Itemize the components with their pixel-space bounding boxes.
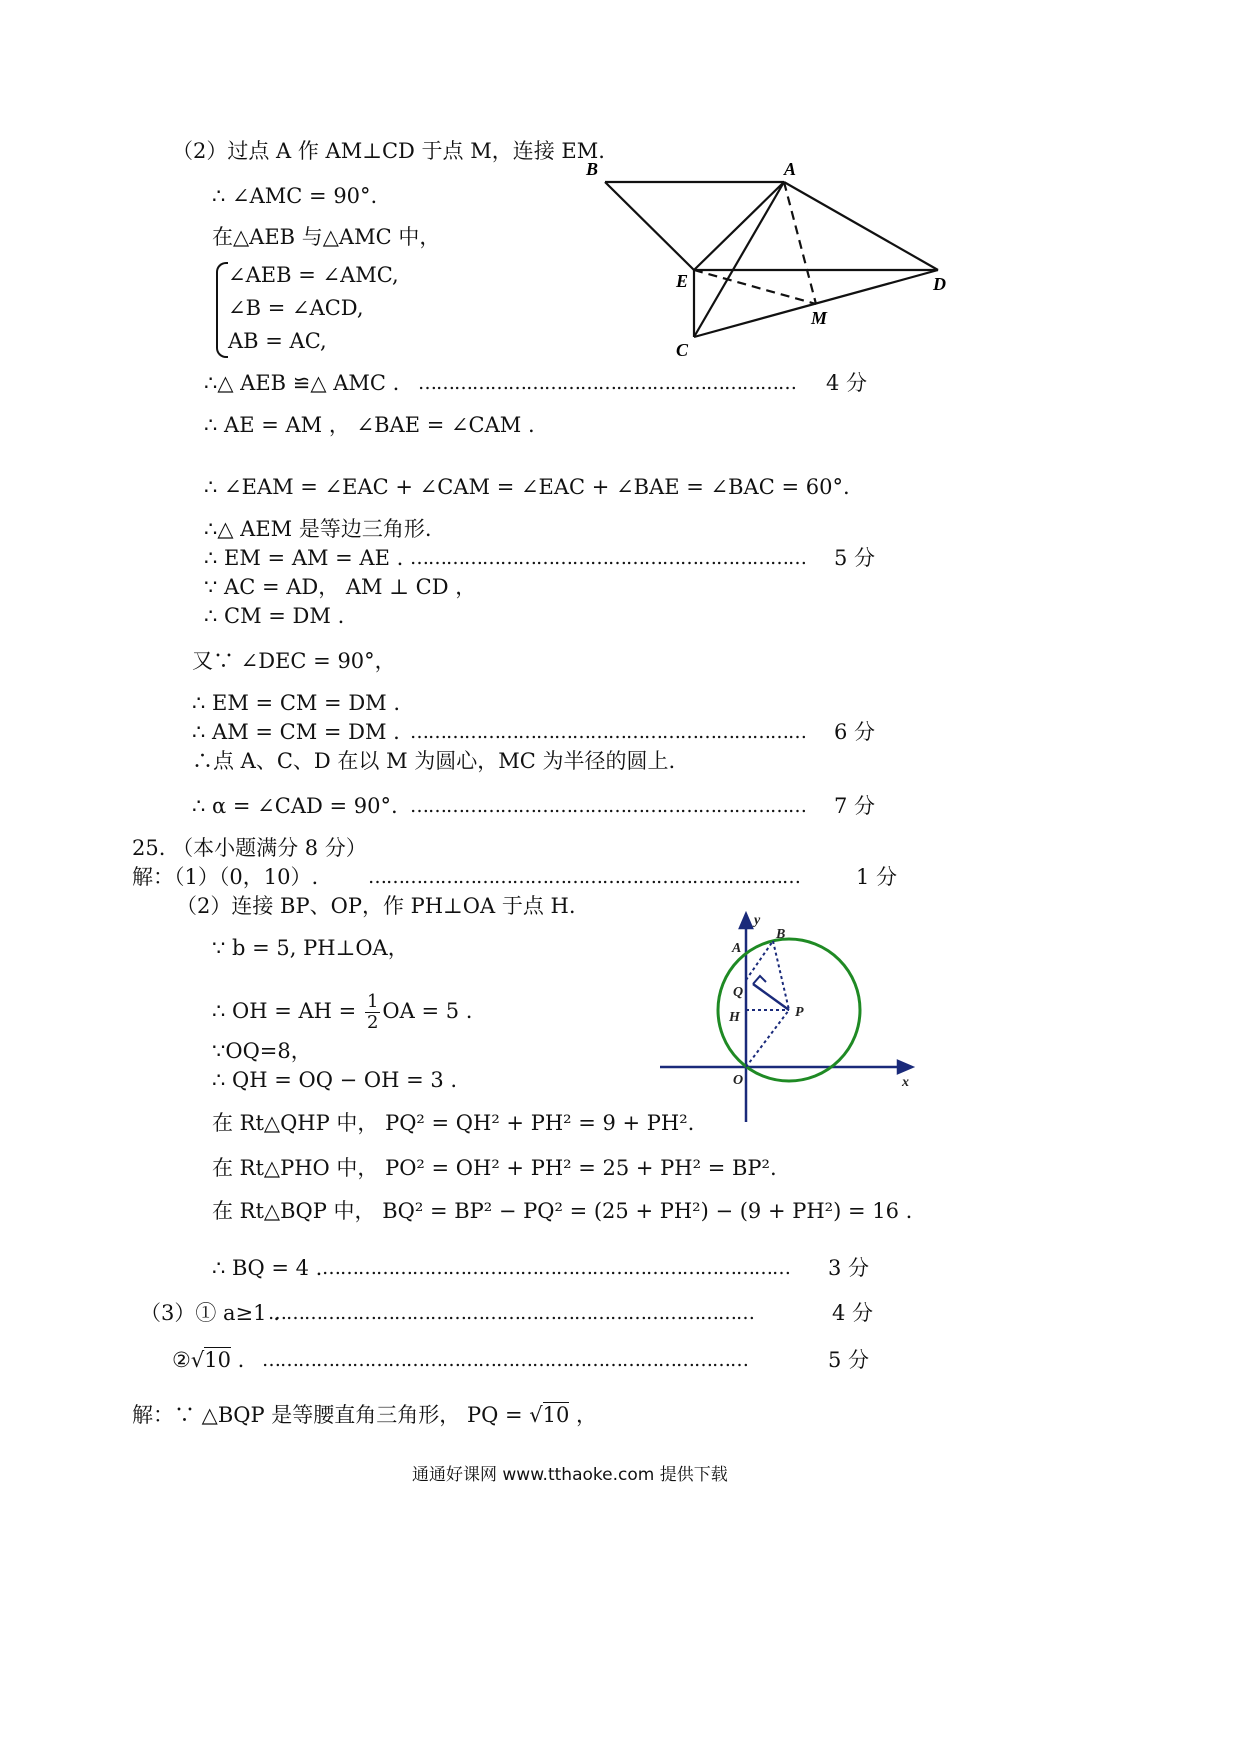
p2-line: ∴ EM = CM = DM . (192, 691, 401, 715)
p2-line: ∴ ∠EAM = ∠EAC + ∠CAM = ∠EAC + ∠BAE = ∠BAC = 60°. (204, 475, 850, 499)
solution-line: 解：（1）（0，10）. (132, 865, 319, 889)
p2-header: （2）过点 A 作 AM⊥CD 于点 M，连接 EM. (172, 139, 605, 163)
last-line-lead: 解：∵ △BQP 是等腰直角三角形， PQ = (132, 1403, 530, 1427)
solution-line: 在 Rt△PHO 中， PO² = OH² + PH² = 25 + PH² = BP². (212, 1156, 777, 1180)
page-footer: 通通好课网 www.tthaoke.com 提供下载 (412, 1465, 728, 1485)
circled-two: ② (172, 1348, 191, 1372)
solution-line: （2）连接 BP、OP，作 PH⊥OA 于点 H. (176, 894, 576, 918)
score-label: 1 分 (856, 865, 898, 889)
p2-line: 又∵ ∠DEC = 90°， (192, 649, 396, 673)
label-O: O (733, 1073, 744, 1088)
solution-line (212, 992, 472, 1033)
equation-brace (216, 262, 228, 358)
p2-line: ∴△ AEB ≌△ AMC . (204, 371, 400, 395)
label-M: M (811, 308, 828, 328)
label-P: P (795, 1005, 804, 1020)
solution-line: ∴ BQ = 4 . (212, 1256, 323, 1280)
dot-leader: ………………………………………………………… (410, 721, 806, 743)
p2-line: ∵ AC = AD， AM ⊥ CD ， (204, 575, 477, 599)
p2-line: ∴ α = ∠CAD = 90°. (192, 794, 398, 818)
label-B: B (586, 159, 599, 179)
fraction-tail: OA = 5 . (382, 999, 473, 1023)
score-label: 5 分 (834, 546, 876, 570)
sqrt-radicand: 10 (204, 1348, 231, 1372)
score-label: 5 分 (828, 1348, 870, 1372)
fraction (365, 992, 380, 1033)
label-A: A (732, 941, 742, 956)
system-line: ∠AEB = ∠AMC, (228, 263, 399, 287)
p2-line: ∴△ AEM 是等边三角形. (204, 517, 432, 541)
solution-line: （3）① a≥1 . (140, 1301, 280, 1325)
solution-line (132, 1402, 597, 1428)
solution-line (172, 1347, 244, 1373)
solution-line: 在 Rt△BQP 中， BQ² = BP² − PQ² = (25 + PH²) − (9 + PH²) = 16 . (212, 1199, 913, 1223)
p2-line: ∴ CM = DM . (204, 604, 345, 628)
p2-line: ∴ AM = CM = DM . (192, 720, 400, 744)
fraction-numerator: 1 (366, 991, 379, 1012)
solution-line: 在 Rt△QHP 中， PQ² = QH² + PH² = 9 + PH². (212, 1111, 695, 1135)
dot-leader: ……………………………………………………………………… (262, 1349, 748, 1371)
fraction-lead: ∴ OH = AH = (212, 999, 363, 1023)
answer-tail: . (230, 1348, 245, 1372)
sqrt-sign: √ (190, 1348, 205, 1372)
axis-label-x: x (902, 1075, 909, 1090)
score-label: 4 分 (832, 1301, 874, 1325)
question-title: 25. （本小题满分 8 分） (132, 836, 367, 860)
score-label: 4 分 (826, 371, 868, 395)
system-line: AB = AC, (228, 329, 327, 353)
score-label: 6 分 (834, 720, 876, 744)
dot-leader: ……………………………………………………… (418, 372, 796, 394)
dot-leader: ……………………………………………………………………… (268, 1302, 754, 1324)
p2-line: ∴点 A、C、D 在以 M 为圆心，MC 为半径的圆上. (192, 749, 676, 773)
label-C: C (676, 340, 689, 360)
last-line-tail: ， (569, 1403, 598, 1427)
label-E: E (676, 271, 689, 291)
label-H: H (729, 1010, 740, 1025)
solution-line: ∵ b = 5, PH⊥OA， (212, 936, 409, 960)
label-B: B (776, 927, 786, 942)
label-A: A (784, 159, 797, 179)
sqrt-radicand: 10 (542, 1403, 570, 1427)
fraction-denominator: 2 (366, 1012, 379, 1033)
score-label: 7 分 (834, 794, 876, 818)
p2-line: 在△AEB 与△AMC 中， (212, 225, 441, 249)
system-line: ∠B = ∠ACD, (228, 296, 364, 320)
dot-leader: ……………………………………………………………… (368, 866, 800, 888)
solution-line: ∵OQ=8， (212, 1039, 312, 1063)
solution-line: ∴ QH = OQ − OH = 3 . (212, 1068, 458, 1092)
dot-leader: ………………………………………………………… (410, 547, 806, 569)
p2-line: ∴ ∠AMC = 90°. (212, 184, 378, 208)
sqrt-sign: √ (529, 1403, 543, 1427)
axis-label-y: y (754, 913, 761, 928)
label-D: D (933, 274, 946, 294)
label-Q: Q (733, 985, 744, 1000)
score-label: 3 分 (828, 1256, 870, 1280)
p2-line: ∴ AE = AM ， ∠BAE = ∠CAM . (204, 413, 535, 437)
p2-line: ∴ EM = AM = AE . (204, 546, 404, 570)
dot-leader: ………………………………………………………… (410, 795, 806, 817)
dot-leader: …………………………………………………………………… (322, 1257, 790, 1279)
